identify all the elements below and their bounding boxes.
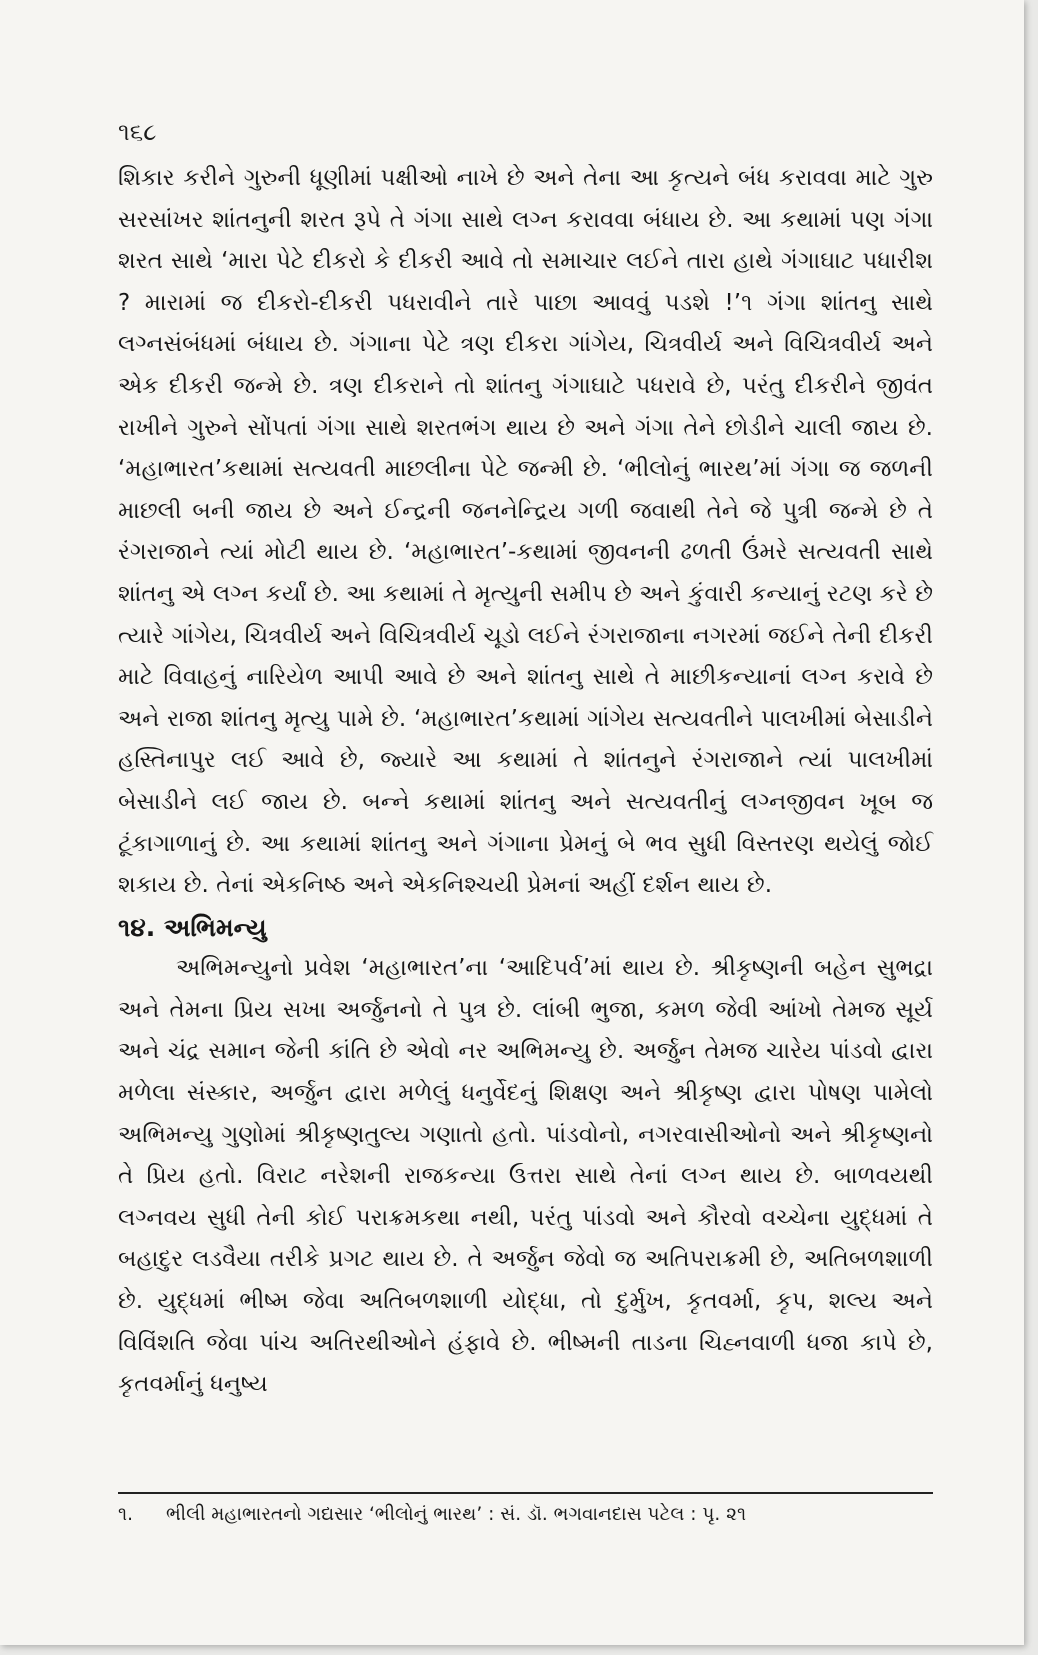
page-number: ૧૬૮ (118, 118, 157, 146)
footnote-divider (118, 1492, 933, 1494)
footnote-marker: ૧. (118, 1504, 133, 1525)
body-paragraph: શિકાર કરીને ગુરુની ધૂણીમાં પક્ષીઓ નાખે છે અને તેના આ કૃત્યને બંધ કરાવવા માટે ગુરુ સરસાંખર શાંતનુની શરત રૂપે તે ગંગા સાથે લગ્ન કરાવવા બંધાય છે. આ કથામાં પણ ગંગા શરત સાથે ‘મારા પેટે દીકરો કે દીકરી આવે તો સમાચાર લઈને તારા હાથે ગંગાઘાટ પધારીશ ? મારામાં જ દીકરો-દીકરી પધરાવીને તારે પાછા આવવું પડશે !’૧ ગંગા શાંતનુ સાથે લગ્નસંબંધમાં બંધાય છે. ગંગાના પેટે ત્રણ દીકરા ગાંગેય, ચિત્રવીર્ય અને વિચિત્રવીર્ય અને એક દીકરી જન્મે છે. ત્રણ દીકરાને તો શાંતનુ ગંગાઘાટે પધરાવે છે, પરંતુ દીકરીને જીવંત રાખીને ગુરુને સોંપતાં ગંગા સાથે શરતભંગ થાય છે અને ગંગા તેને છોડીને ચાલી જાય છે. ‘મહાભારત’કથામાં સત્યવતી માછલીના પેટે જન્મી છે. ‘ભીલોનું ભારથ’માં ગંગા જ જળની માછલી બની જાય છે અને ઈન્દ્રની જનનેન્દ્રિય ગળી જવાથી તેને જે પુત્રી જન્મે છે તે રંગરાજાને ત્યાં મોટી થાય છે. ‘મહાભારત’-કથામાં જીવનની ઢળતી ઉંમરે સત્યવતી સાથે શાંતનુ એ લગ્ન કર્યાં છે. આ કથામાં તે મૃત્યુની સમીપ છે અને કુંવારી કન્યાનું રટણ કરે છે ત્યારે ગાંગેય, ચિત્રવીર્ય અને વિચિત્રવીર્ય ચૂડો લઈને રંગરાજાના નગરમાં જઈને તેની દીકરી માટે વિવાહનું નારિયેળ આપી આવે છે અને શાંતનુ સાથે તે માછીકન્યાનાં લગ્ન કરાવે છે અને રાજા શાંતનુ મૃત્યુ પામે છે. ‘મહાભારત’કથામાં ગાંગેય સત્યવતીને પાલખીમાં બેસાડીને હસ્તિનાપુર લઈ આવે છે, જ્યારે આ કથામાં તે શાંતનુને રંગરાજાને ત્યાં પાલખીમાં બેસાડીને લઈ જાય છે. બન્ને કથામાં શાંતનુ અને સત્યવતીનું લગ્નજીવન ખૂબ જ ટૂંકાગાળાનું છે. આ કથામાં શાંતનુ અને ગંગાના પ્રેમનું બે ભવ સુધી વિસ્તરણ થયેલું જોઈ શકાય છે. તેનાં એકનિષ્ઠ અને એકનિશ્ચયી પ્રેમનાં અહીં દર્શન થાય છે. (118, 165, 933, 899)
section-heading: ૧૪. અભિમન્યુ (118, 912, 267, 942)
page-body (118, 158, 933, 1406)
footnote (118, 1502, 933, 1528)
body-paragraph: અભિમન્યુનો પ્રવેશ ‘મહાભારત’ના ‘આદિપર્વ’માં થાય છે. શ્રીકૃષ્ણની બહેન સુભદ્રા અને તેમના પ્રિય સખા અર્જુનનો તે પુત્ર છે. લાંબી ભુજા, કમળ જેવી આંખો તેમજ સૂર્ય અને ચંદ્ર સમાન જેની કાંતિ છે એવો નર અભિમન્યુ છે. અર્જુન તેમજ ચારેય પાંડવો દ્વારા મળેલા સંસ્કાર, અર્જુન દ્વારા મળેલું ધનુર્વેદનું શિક્ષણ અને શ્રીકૃષ્ણ દ્વારા પોષણ પામેલો અભિમન્યુ ગુણોમાં શ્રીકૃષ્ણતુલ્ય ગણાતો હતો. પાંડવોનો, નગરવાસીઓનો અને શ્રીકૃષ્ણનો તે પ્રિય હતો. વિરાટ નરેશની રાજકન્યા ઉત્તરા સાથે તેનાં લગ્ન થાય છે. બાળવયથી લગ્નવય સુધી તેની કોઈ પરાક્રમકથા નથી, પરંતુ પાંડવો અને કૌરવો વચ્ચેના યુદ્ધમાં તે બહાદુર લડવૈયા તરીકે પ્રગટ થાય છે. તે અર્જુન જેવો જ અતિપરાક્રમી છે, અતિબળશાળી છે. યુદ્ધમાં ભીષ્મ જેવા અતિબળશાળી યોદ્ધા, તો દુર્મુખ, કૃતવર્મા, કૃપ, શલ્ય અને વિવિંશતિ જેવા પાંચ અતિરથીઓને હંફાવે છે. ભીષ્મની તાડના ચિહ્નવાળી ધજા કાપે છે, કૃતવર્માનું ધનુષ્ય (118, 955, 934, 1398)
footnote-text: ભીલી મહાભારતનો ગદ્યસાર ‘ભીલોનું ભારથ’ : સં. ડૉ. ભગવાનદાસ પટેલ : પૃ. ૨૧ (166, 1504, 747, 1525)
